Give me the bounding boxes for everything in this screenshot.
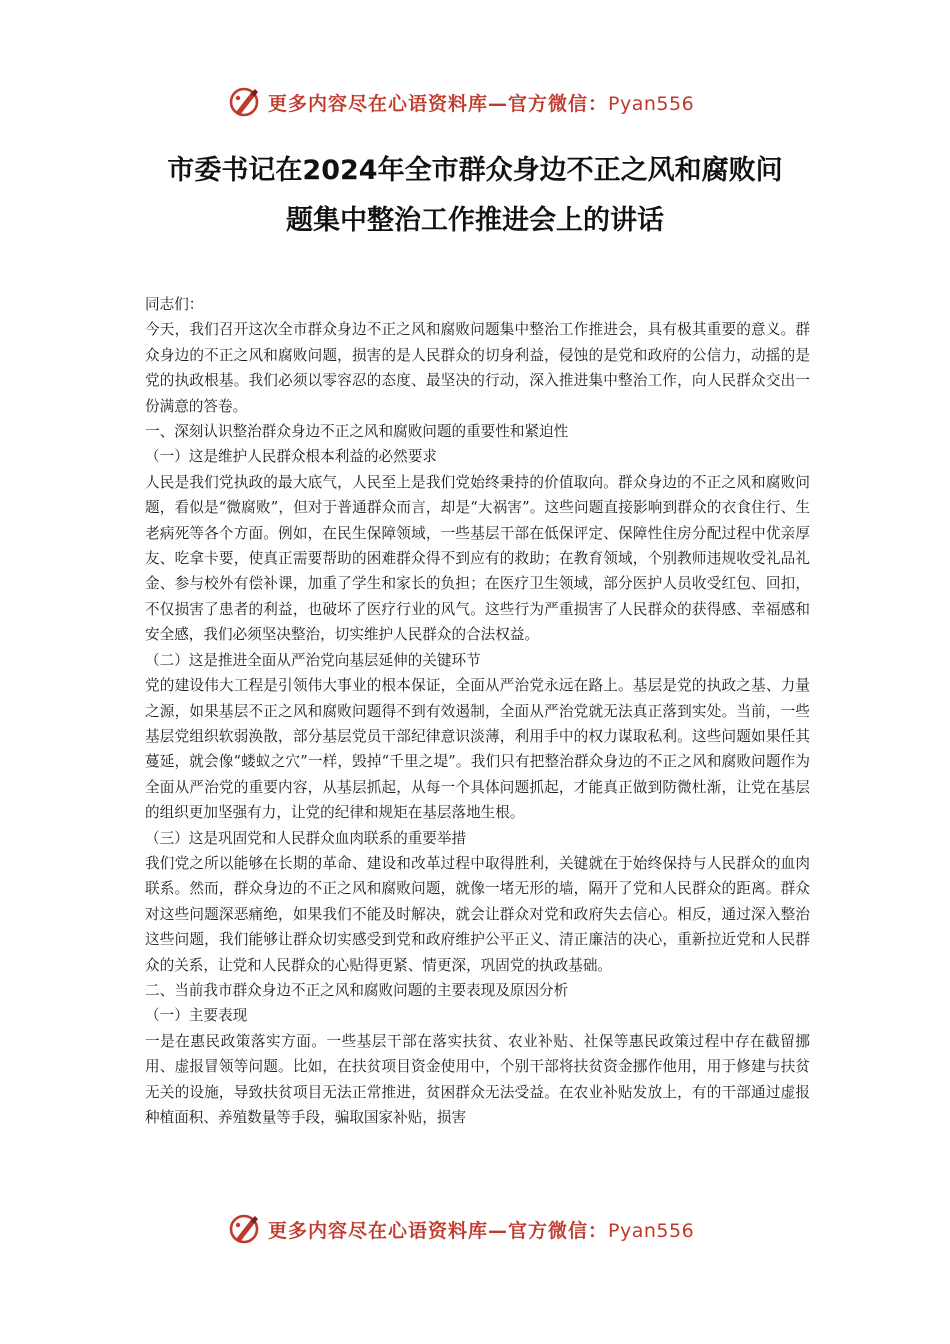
watermark-banner-top bbox=[228, 82, 694, 122]
watermark-banner-bottom bbox=[228, 1209, 694, 1249]
watermark-text: 更多内容尽在心语资料库—官方微信：Pyan556 bbox=[268, 92, 695, 115]
document-body bbox=[145, 292, 810, 1130]
section-heading-1: 一、深刻认识整治群众身边不正之风和腐败问题的重要性和紧迫性 bbox=[145, 423, 569, 441]
paragraph-1-3: 我们党之所以能够在长期的革命、建设和改革过程中取得胜利，关键就在于始终保持与人民群众的血肉联系。然而，群众身边的不正之风和腐败问题，就像一堵无形的墙，隔开了党和人民群众的距离。群众对这些问题深恶痛绝，如果我们不能及时解决，就会让群众对党和政府失去信心。相反，通过深入整治这些问题，我们能够让群众切实感受到党和政府维护公平正义、清正廉洁的决心，重新拉近党和人民群众的关系，让党和人民群众的心贴得更紧、情更深，巩固党的执政基础。 bbox=[145, 854, 810, 974]
pen-logo-icon bbox=[228, 85, 262, 119]
paragraph-1-1: 人民是我们党执政的最大底气，人民至上是我们党始终秉持的价值取向。群众身边的不正之风和腐败问题，看似是“微腐败”，但对于普通群众而言，却是“大祸害”。这些问题直接影响到群众的衣食住行、生老病死等各个方面。例如，在民生保障领域，一些基层干部在低保评定、保障性住房分配过程中优亲厚友、吃拿卡要，使真正需要帮助的困难群众得不到应有的救助；在教育领域，个别教师违规收受礼品礼金、参与校外有偿补课，加重了学生和家长的负担；在医疗卫生领域，部分医护人员收受红包、回扣，不仅损害了患者的利益，也破坏了医疗行业的风气。这些行为严重损害了人民群众的获得感、幸福感和安全感，我们必须坚决整治，切实维护人民群众的合法权益。 bbox=[145, 473, 810, 644]
subsection-heading-1-1: （一）这是维护人民群众根本利益的必然要求 bbox=[145, 448, 437, 466]
intro-paragraph: 今天，我们召开这次全市群众身边不正之风和腐败问题集中整治工作推进会，具有极其重要的意义。群众身边的不正之风和腐败问题，损害的是人民群众的切身利益，侵蚀的是党和政府的公信力，动摇的是党的执政根基。我们必须以零容忍的态度、最坚决的行动，深入推进集中整治工作，向人民群众交出一份满意的答卷。 bbox=[145, 321, 810, 415]
paragraph-1-2: 党的建设伟大工程是引领伟大事业的根本保证，全面从严治党永远在路上。基层是党的执政之基、力量之源，如果基层不正之风和腐败问题得不到有效遏制，全面从严治党就无法真正落到实处。当前，一些基层党组织软弱涣散，部分基层党员干部纪律意识淡薄，利用手中的权力谋取私利。这些问题如果任其蔓延，就会像“蝼蚁之穴”一样，毁掉“千里之堤”。我们只有把整治群众身边的不正之风和腐败问题作为全面从严治党的重要内容，从基层抓起，从每一个具体问题抓起，才能真正做到防微杜渐，让党在基层的组织更加坚强有力，让党的纪律和规矩在基层落地生根。 bbox=[145, 677, 810, 822]
pen-logo-icon bbox=[228, 1212, 262, 1246]
paragraph-2-1: 一是在惠民政策落实方面。一些基层干部在落实扶贫、农业补贴、社保等惠民政策过程中存在截留挪用、虚报冒领等问题。比如，在扶贫项目资金使用中，个别干部将扶贫资金挪作他用，用于修建与扶贫无关的设施，导致扶贫项目无法正常推进，贫困群众无法受益。在农业补贴发放上，有的干部通过虚报种植面积、养殖数量等手段，骗取国家补贴，损害 bbox=[145, 1032, 810, 1126]
document-title bbox=[100, 146, 850, 246]
watermark-text: 更多内容尽在心语资料库—官方微信：Pyan556 bbox=[268, 1219, 695, 1242]
subsection-heading-2-1: （一）主要表现 bbox=[145, 1007, 248, 1025]
salutation: 同志们： bbox=[145, 296, 204, 313]
title-line-2: 题集中整治工作推进会上的讲话 bbox=[286, 205, 664, 236]
subsection-heading-1-2: （二）这是推进全面从严治党向基层延伸的关键环节 bbox=[145, 651, 481, 669]
subsection-heading-1-3: （三）这是巩固党和人民群众血肉联系的重要举措 bbox=[145, 829, 467, 847]
title-line-1: 市委书记在2024年全市群众身边不正之风和腐败问 bbox=[167, 155, 783, 186]
section-heading-2: 二、当前我市群众身边不正之风和腐败问题的主要表现及原因分析 bbox=[145, 981, 569, 999]
